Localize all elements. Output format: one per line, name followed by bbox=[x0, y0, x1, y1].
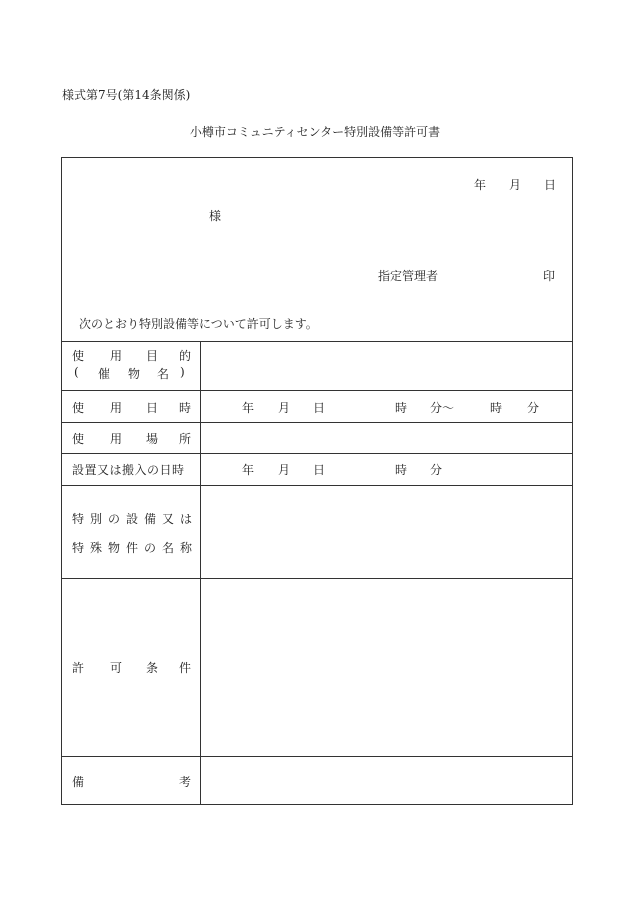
permit-statement: 次のとおり特別設備等について許可します。 bbox=[79, 317, 318, 331]
install-month: 月 bbox=[278, 463, 291, 477]
addressee-sama: 様 bbox=[209, 209, 222, 223]
purpose-label-line2: ( 催 物 名 ) bbox=[74, 365, 185, 381]
datetime-hour-end: 時 bbox=[490, 401, 503, 415]
date-year-label: 年 bbox=[474, 178, 487, 192]
datetime-hour-start: 時 bbox=[395, 401, 408, 415]
purpose-label-line1: 使 用 目 的 bbox=[72, 349, 192, 363]
row-divider bbox=[62, 578, 572, 579]
install-minute: 分 bbox=[430, 463, 443, 477]
datetime-day: 日 bbox=[313, 401, 326, 415]
row-divider bbox=[62, 756, 572, 757]
equipment-label-line2: 特 殊 物 件 の 名 称 bbox=[72, 541, 193, 555]
row-divider bbox=[62, 422, 572, 423]
install-day: 日 bbox=[313, 463, 326, 477]
document-title: 小樽市コミュニティセンター特別設備等許可書 bbox=[189, 125, 441, 139]
manager-label: 指定管理者 bbox=[378, 269, 439, 283]
conditions-label: 許 可 条 件 bbox=[72, 661, 192, 675]
date-day-label: 日 bbox=[544, 178, 557, 192]
datetime-label: 使 用 日 時 bbox=[72, 401, 192, 415]
row-divider bbox=[62, 485, 572, 486]
permit-form-box bbox=[61, 157, 573, 805]
datetime-month: 月 bbox=[278, 401, 291, 415]
install-datetime-label: 設置又は搬入の日時 bbox=[72, 463, 185, 477]
install-hour: 時 bbox=[395, 463, 408, 477]
equipment-label-line1: 特 別 の 設 備 又 は bbox=[72, 512, 193, 526]
row-divider bbox=[62, 453, 572, 454]
datetime-minute-end: 分 bbox=[527, 401, 540, 415]
datetime-year: 年 bbox=[242, 401, 255, 415]
place-label: 使 用 場 所 bbox=[72, 432, 192, 446]
date-month-label: 月 bbox=[509, 178, 522, 192]
row-divider bbox=[62, 390, 572, 391]
datetime-minute-start: 分〜 bbox=[430, 401, 455, 415]
seal-label: 印 bbox=[543, 269, 556, 283]
remarks-label: 備 考 bbox=[72, 775, 192, 789]
row-divider bbox=[62, 341, 572, 342]
form-number: 様式第7号(第14条関係) bbox=[62, 88, 191, 102]
install-year: 年 bbox=[242, 463, 255, 477]
column-divider bbox=[200, 341, 201, 804]
